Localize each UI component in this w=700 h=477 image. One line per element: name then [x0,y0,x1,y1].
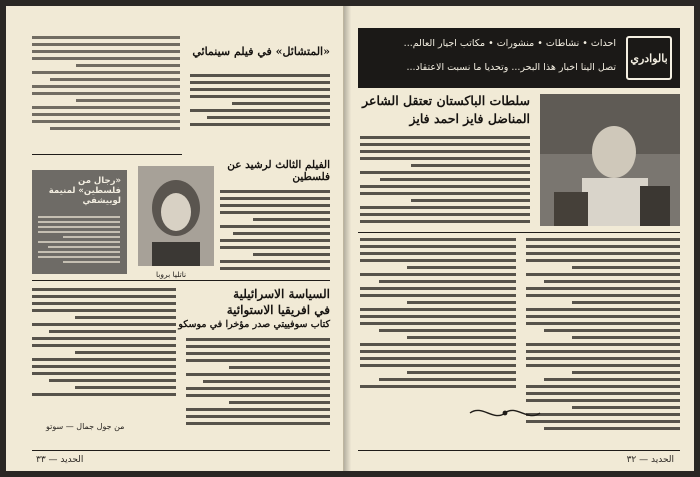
poet-photo [540,94,680,226]
film-article-body [190,74,330,134]
banner-line-1: احداث • نشاطات • منشورات • مكاتب اجيار العالم... [403,38,616,49]
right-mid-rule [358,232,680,233]
left-main-body-left [32,288,176,398]
right-page-number: الحديد — ٣٢ [626,455,674,465]
right-body-right-col [526,238,680,434]
sidebox-rijal-min-filastin [32,170,127,274]
left-mid-rule [32,280,330,281]
left-main-subtitle: كتاب سوفييتي صدر مؤخرا في موسكو [178,319,330,330]
sidebox-body [38,216,120,268]
news-banner [358,28,680,88]
film-article-title: «المتشائل» في فيلم سينمائي [192,45,330,58]
poet-portrait-image [540,94,680,226]
magazine-spread [6,6,694,471]
left-main-title-1: السياسة الاسرائيلية [233,287,330,301]
right-footer-rule [358,450,680,451]
portrait-photo [138,166,214,266]
banner-line-2: تصل الينا اخبار هذا البحر... وتحديا ما نسبت الاعتقاد... [406,62,616,73]
right-top-body [360,136,530,226]
left-column-body [32,36,180,146]
photo-caption: ناتليا بروبا [156,270,187,279]
ornament-divider [466,404,544,422]
left-page-number: الحديد — ٣٣ [36,455,84,465]
left-footer-rule [32,450,330,451]
section-logo: بالوادري [626,36,672,80]
right-main-title-1: سلطات الباكستان تعتقل الشاعر [362,93,530,108]
left-footer-note: من جول جمال — سوتو [46,422,125,431]
right-main-title-2: المناضل فايز احمد فايز [409,111,530,126]
portrait-woman-image [138,166,214,266]
left-main-title-2: في افريقيا الاستوائية [226,303,330,317]
right-body-left-col [360,238,516,398]
third-film-body [220,190,330,278]
left-main-body-right [186,338,330,428]
left-column-rule [32,154,182,155]
left-page [6,6,344,471]
right-page [344,6,694,471]
third-film-title: الفيلم الثالث لرشيد عن فلسطين [227,159,330,183]
sidebox-title: «رجال من فلسطين» لمنيمة لوبيشفي [48,176,121,206]
